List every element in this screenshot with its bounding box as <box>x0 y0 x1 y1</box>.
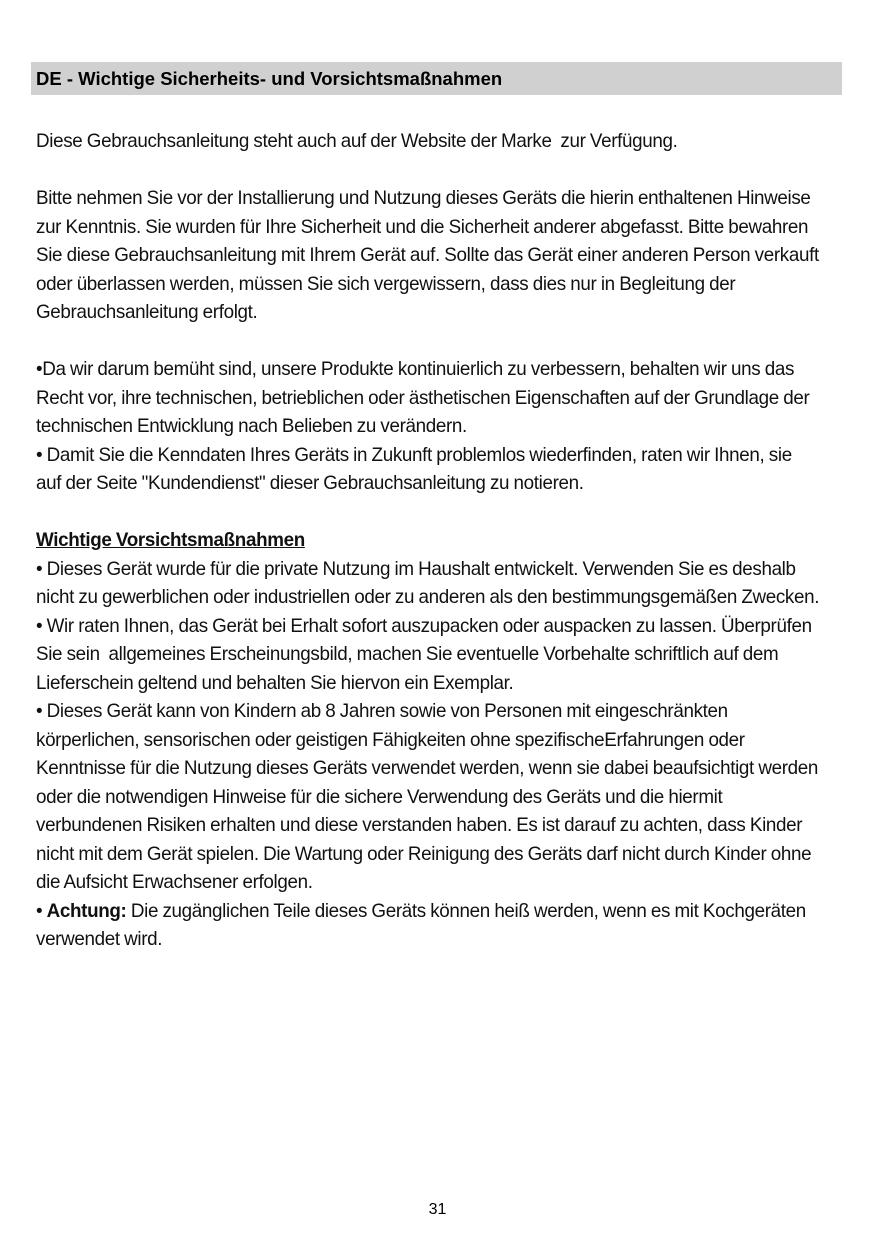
paragraph-spacer <box>36 156 820 185</box>
website-note: Diese Gebrauchsanleitung steht auch auf der Website der Marke zur Verfügung. <box>36 130 678 152</box>
warning-text: Die zugänglichen Teile dieses Geräts können heiß werden, wenn es mit Kochgeräten verwendet wird. <box>36 899 811 950</box>
warning-item <box>36 897 820 954</box>
intro-paragraph: Bitte nehmen Sie vor der Installierung und Nutzung dieses Geräts die hierin enthaltenen Hinweise zur Kenntnis. Sie wurden für Ihre Sicherheit und die Sicherheit anderer abgefasst. Bitte bewahren Sie diese Gebrauchsanleitung mit Ihrem Gerät auf. Sollte das Gerät einer anderen Person verkauft oder überlassen werden, müssen Sie sich vergewissern, dass dies nur in Begleitung der Gebrauchsanleitung erfolgt. <box>36 187 824 323</box>
warning-label: Achtung: <box>46 899 127 922</box>
section-header-bar <box>31 62 842 95</box>
page-number: 31 <box>428 1201 447 1218</box>
precaution-item: • Wir raten Ihnen, das Gerät bei Erhalt sofort auszupacken oder auspacken zu lassen. Überprüfen Sie sein allgemeines Erscheinungsbild, machen Sie eventuelle Vorbehalte schriftlich auf dem Lieferschein geltend und behalten Sie hiervon ein Exemplar. <box>36 614 817 694</box>
bullet-item: • Damit Sie die Kenndaten Ihres Geräts in Zukunft problemlos wiederfinden, raten wir Ihnen, sie auf der Seite "Kundendienst" dieser Gebrauchsanleitung zu notieren. <box>36 443 797 494</box>
precaution-item: • Dieses Gerät wurde für die private Nutzung im Haushalt entwickelt. Verwenden Sie es deshalb nicht zu gewerblichen oder industriellen oder zu anderen als den bestimmungsgemäßen Zwecken. <box>36 557 820 608</box>
precautions-heading: Wichtige Vorsichtsmaßnahmen <box>36 529 305 551</box>
document-body <box>36 127 824 954</box>
warning-bullet: • <box>36 899 47 922</box>
bullet-item: •Da wir darum bemüht sind, unsere Produkte kontinuierlich zu verbessern, behalten wir uns das Recht vor, ihre technischen, betrieblichen oder ästhetischen Eigenschaften auf der Grundlage der technischen Entwicklung nach Belieben zu verändern. <box>36 358 814 437</box>
section-title: DE - Wichtige Sicherheits- und Vorsichtsmaßnahmen <box>36 67 503 89</box>
paragraph-spacer <box>36 498 820 527</box>
paragraph-spacer <box>36 327 820 356</box>
precaution-item: • Dieses Gerät kann von Kindern ab 8 Jahren sowie von Personen mit eingeschränkten körperlichen, sensorischen oder geistigen Fähigkeiten ohne spezifischeErfahrungen oder Kenntnisse für die Nutzung dieses Geräts verwendet werden, wenn sie dabei beaufsichtigt werden oder die notwendigen Hinweise für die sichere Verwendung des Geräts und die hiermit verbundenen Risiken erhalten und diese verstanden haben. Es ist darauf zu achten, dass Kinder nicht mit dem Gerät spielen. Die Wartung oder Reinigung des Geräts darf nicht durch Kinder ohne die Aufsicht Erwachsener erfolgen. <box>36 700 823 893</box>
